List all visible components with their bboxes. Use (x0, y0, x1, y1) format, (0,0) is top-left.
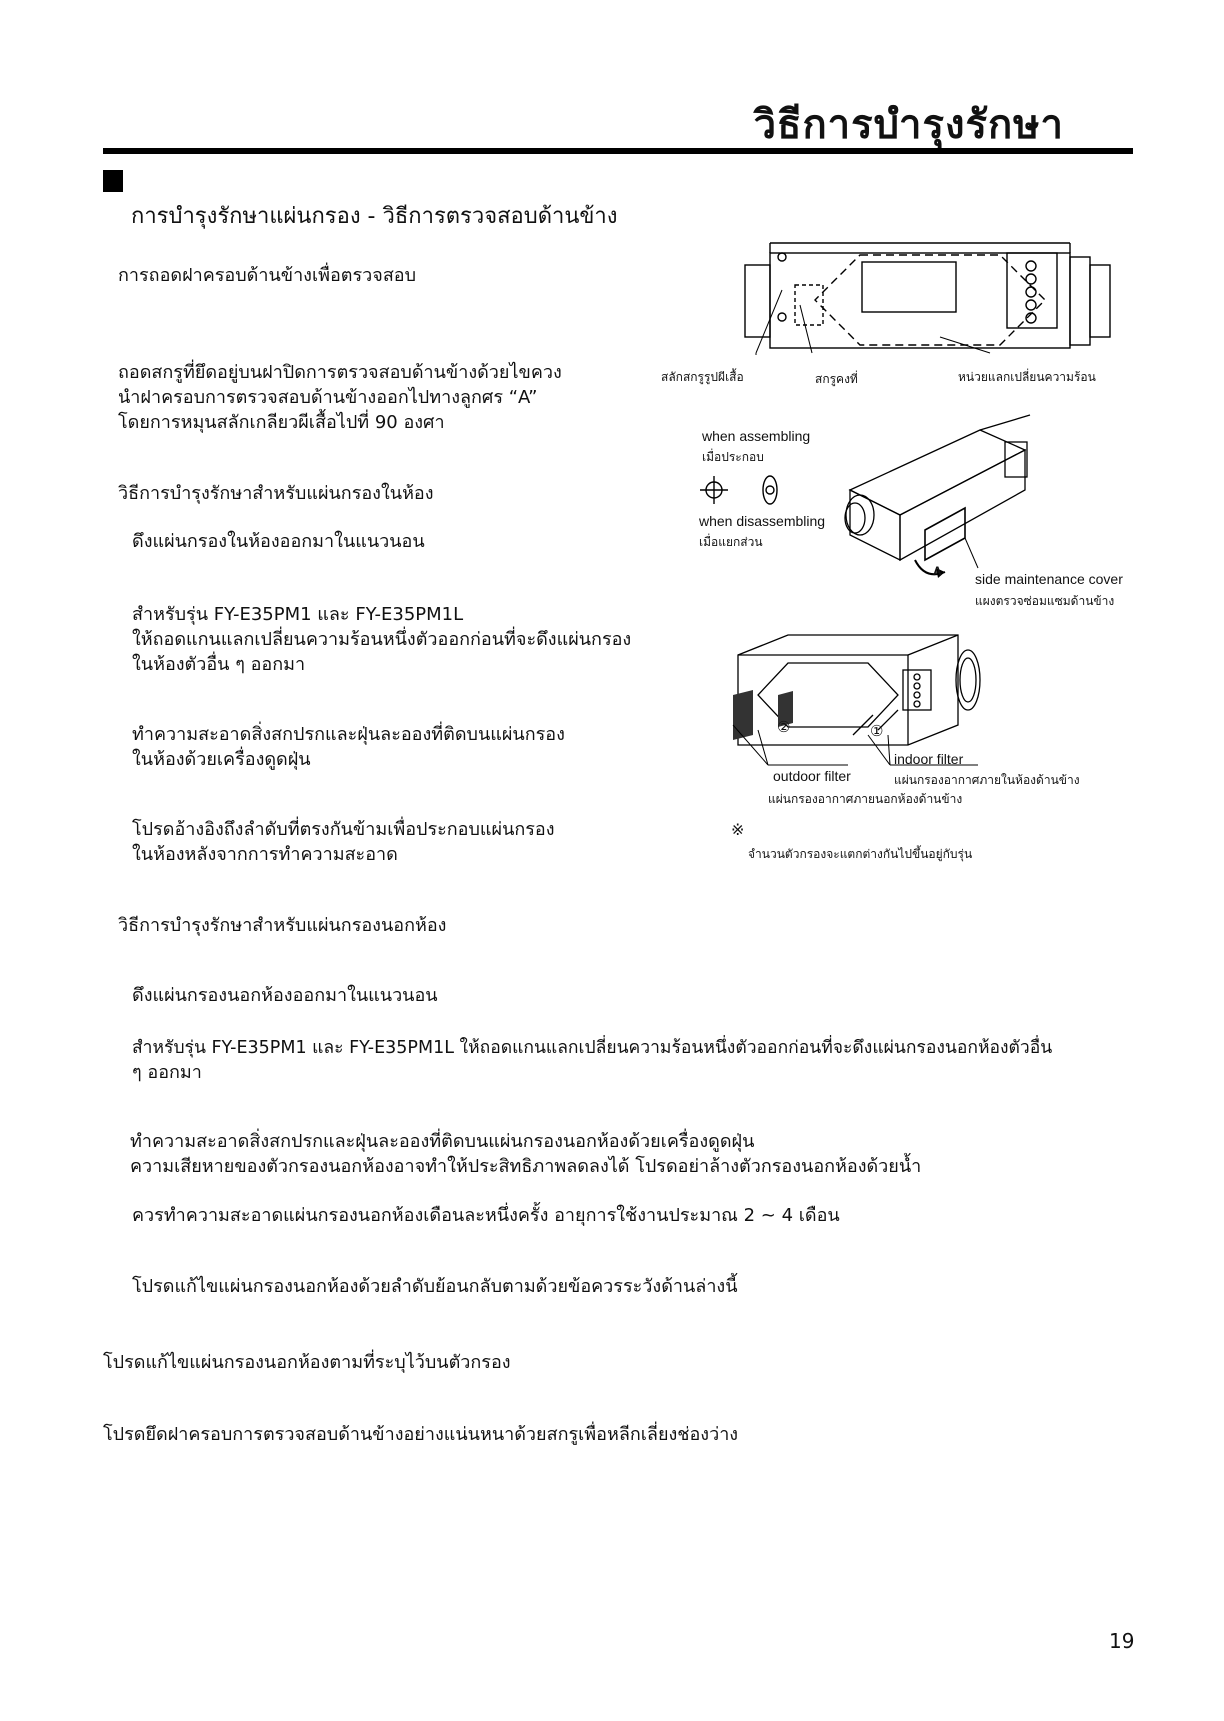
heat-exchanger-label: หน่วยแลกเปลี่ยนความร้อน (958, 370, 1096, 384)
outdoor-step-1-note-2: ๆ ออกมา (132, 1062, 202, 1083)
outdoor-step-3: ควรทำความสะอาดแผ่นกรองนอกห้องเดือนละหนึ่งครั้ง อายุการใช้งานประมาณ 2 ~ 4 เดือน (132, 1205, 840, 1226)
remove-cover-line-3: โดยการหมุนสลักเกลียวผีเสื้อไปที่ 90 องศา (118, 412, 445, 433)
outdoor-step-4: โปรดแก้ไขแผ่นกรองนอกห้องด้วยลำดับย้อนกลับตามด้วยข้อควรระวังด้านล่างนี้ (132, 1276, 738, 1297)
outdoor-step-1: ดึงแผ่นกรองนอกห้องออกมาในแนวนอน (132, 985, 438, 1006)
unit-front-diagram (740, 235, 1110, 385)
arrow-a-label: A (933, 564, 942, 578)
section-square-marker (103, 170, 123, 192)
outdoor-filter-en: outdoor filter (773, 768, 851, 784)
remove-cover-line-2: นำฝาครอบการตรวจสอบด้านข้างออกไปทางลูกศร “A” (118, 387, 538, 408)
outdoor-step-2-line-1: ทำความสะอาดสิ่งสกปรกและฝุ่นละอองที่ติดบนแผ่นกรองนอกห้องด้วยเครื่องดูดฝุ่น (130, 1131, 755, 1152)
outdoor-step-1-note-1: สำหรับรุ่น FY-E35PM1 และ FY-E35PM1L ให้ถอดแกนแลกเปลี่ยนความร้อนหนึ่งตัวออกก่อนที่จะดึงแผ่นกรองนอกห้องตัวอื่น (132, 1038, 1053, 1058)
filter-marker-1: ① (870, 723, 884, 740)
outdoor-step-2-line-2: ความเสียหายของตัวกรองนอกห้องอาจทำให้ประสิทธิภาพลดลงได้ โปรดอย่าล้างตัวกรองนอกห้องด้วยน้ำ (130, 1156, 922, 1177)
indoor-step-1-note-3: ในห้องตัวอื่น ๆ ออกมา (132, 654, 306, 675)
indoor-step-2-line-1: ทำความสะอาดสิ่งสกปรกและฝุ่นละอองที่ติดบนแผ่นกรอง (132, 724, 565, 745)
assembling-en: when assembling (702, 428, 811, 444)
unit-perspective-diagram (830, 420, 1040, 580)
remove-cover-heading: การถอดฝาครอบด้านข้างเพื่อตรวจสอบ (118, 265, 417, 286)
outdoor-filter-th: แผ่นกรองอากาศภายนอกห้องด้านข้าง (768, 792, 963, 806)
fixed-screw-label: สกรูคงที่ (815, 372, 858, 386)
title-rule (103, 148, 1133, 154)
latch-label: สลักสกรูรูปผีเสื้อ (661, 370, 744, 384)
disassembling-th: เมื่อแยกส่วน (699, 535, 763, 549)
indoor-step-1-note-2: ให้ถอดแกนแลกเปลี่ยนความร้อนหนึ่งตัวออกก่อนที่จะดึงแผ่นกรอง (132, 629, 632, 650)
remove-cover-line-1: ถอดสกรูที่ยึดอยู่บนฝาปิดการตรวจสอบด้านข้างด้วยไขควง (118, 362, 562, 383)
indoor-filter-th: แผ่นกรองอากาศภายในห้องด้านข้าง (894, 773, 1080, 787)
disassembling-en: when disassembling (699, 513, 826, 529)
filter-marker-2: ② (777, 719, 791, 736)
outdoor-heading: วิธีการบำรุงรักษาสำหรับแผ่นกรองนอกห้อง (118, 915, 447, 936)
indoor-step-3-line-2: ในห้องหลังจากการทำความสะอาด (132, 844, 398, 865)
page-title: วิธีการบำรุงรักษา (753, 102, 1064, 148)
section-heading: การบำรุงรักษาแผ่นกรอง - วิธีการตรวจสอบด้านข้าง (131, 204, 618, 229)
note-1: โปรดแก้ไขแผ่นกรองนอกห้องตามที่ระบุไว้บนตัวกรอง (103, 1352, 511, 1373)
indoor-step-2-line-2: ในห้องด้วยเครื่องดูดฝุ่น (132, 749, 311, 770)
indoor-step-3-line-1: โปรดอ้างอิงถึงลำดับที่ตรงกันข้ามเพื่อประกอบแผ่นกรอง (132, 819, 555, 840)
indoor-step-1-note-1: สำหรับรุ่น FY-E35PM1 และ FY-E35PM1L (132, 604, 464, 625)
wing-latch-icons (700, 470, 790, 510)
note-2: โปรดยึดฝาครอบการตรวจสอบด้านข้างอย่างแน่นหนาด้วยสกรูเพื่อหลีกเลี่ยงช่องว่าง (103, 1424, 739, 1445)
indoor-heading: วิธีการบำรุงรักษาสำหรับแผ่นกรองในห้อง (118, 483, 434, 504)
page-number: 19 (1109, 1629, 1135, 1653)
indoor-step-1: ดึงแผ่นกรองในห้องออกมาในแนวนอน (132, 531, 425, 552)
note-mark: ※ (731, 822, 745, 839)
assembling-th: เมื่อประกอบ (702, 450, 764, 464)
filter-count-note: จำนวนตัวกรองจะแตกต่างกันไปขึ้นอยู่กับรุ่น (748, 847, 973, 861)
indoor-filter-en: indoor filter (894, 751, 964, 767)
side-cover-en: side maintenance cover (975, 571, 1123, 587)
side-cover-th: แผงตรวจซ่อมแซมด้านข้าง (975, 594, 1115, 608)
